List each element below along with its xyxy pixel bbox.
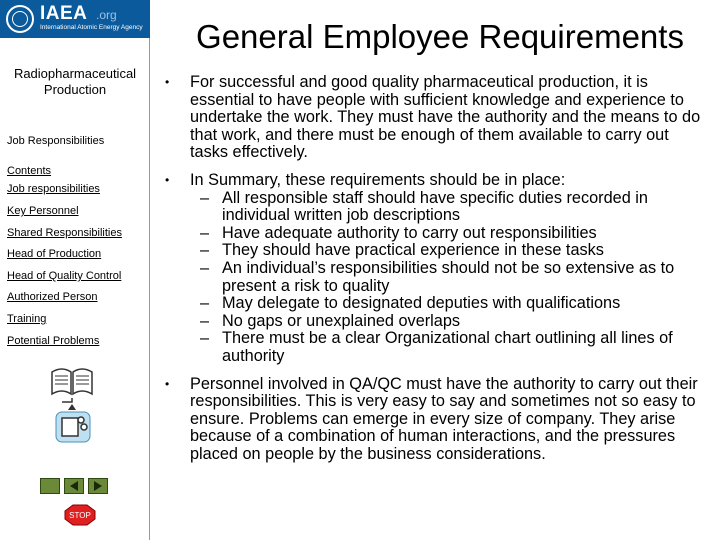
sidebar (0, 38, 150, 540)
sub-item: – They should have practical experience in these tasks (200, 241, 604, 260)
stop-button[interactable] (64, 504, 96, 526)
sidebar-heading: Job Responsibilities (7, 135, 105, 147)
bullet-item: • In Summary, these requirements should be in place: (165, 170, 566, 189)
forward-arrow-icon (89, 479, 107, 493)
sub-item: – Have adequate authority to carry out responsibilities (200, 223, 597, 242)
nav-authorized-person[interactable]: Authorized Person (7, 291, 98, 303)
nav-potential-problems[interactable]: Potential Problems (7, 335, 100, 347)
bullet-item: • For successful and good quality pharmaceutical production, it is essential to have people with sufficient knowledge and experience to undertake the work. They must have the authority and the means to do that work, and there must be enough of them available to carry out tasks effectively. (165, 73, 701, 162)
bullet-item: • Personnel involved in QA/QC must have the authority to carry out their responsibilities. This is very easy to say and sometimes not so easy to ensure. Problems can emerge in every size of company. They arise because of a combination of human interactions, and the pressures placed on people by the business considerations. (165, 374, 698, 463)
sub-item: – May delegate to designated deputies with qualifications (200, 294, 621, 313)
sub-item: – No gaps or unexplained overlaps (200, 311, 461, 330)
sub-item: – An individual’s responsibilities should not be so extensive as to present a risk to quality (200, 258, 675, 295)
nav-training[interactable]: Training (7, 313, 47, 325)
stop-label: STOP (69, 511, 91, 520)
bullet-dot-icon: • (165, 75, 170, 89)
slide-content (160, 74, 710, 463)
nav-contents[interactable]: Contents (7, 165, 52, 177)
nav-head-of-quality-control[interactable]: Head of Quality Control (7, 270, 122, 282)
nav-head-of-production[interactable]: Head of Production (7, 248, 102, 260)
forward-button[interactable] (88, 478, 108, 494)
bullet-dot-icon: • (165, 172, 170, 187)
sidebar-title: Radiopharmaceutical Production (13, 66, 137, 97)
slide-title: General Employee Requirements (196, 18, 684, 55)
sub-item: – There must be a clear Organizational chart outlining all lines of authority (200, 329, 673, 365)
back-button[interactable] (64, 478, 84, 494)
nav-key-personnel[interactable]: Key Personnel (7, 205, 79, 217)
sub-item: – All responsible staff should have specific duties recorded in individual written job descriptions (200, 188, 648, 225)
bullet-dot-icon: • (165, 376, 170, 391)
logo-suffix: .org (96, 8, 117, 22)
nav-shared-responsibilities[interactable]: Shared Responsibilities (7, 227, 122, 239)
iaea-logo (0, 0, 150, 38)
book-checklist-icon (48, 364, 96, 446)
back-arrow-icon (65, 479, 83, 493)
nav-job-responsibilities[interactable]: Job responsibilities (7, 183, 100, 195)
logo-name: IAEA (40, 3, 88, 24)
home-button[interactable] (40, 478, 60, 494)
logo-agency: International Atomic Energy Agency (40, 24, 143, 31)
globe-icon (6, 5, 34, 33)
